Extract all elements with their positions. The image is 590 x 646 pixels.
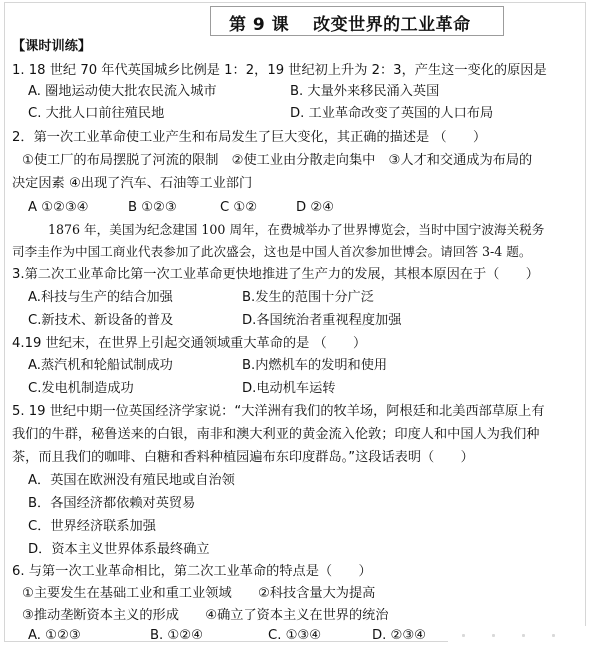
watermark-strip (448, 626, 586, 644)
q6-statements-line-2: ③推动垄断资本主义的形成 ④确立了资本主义在世界的统治 (22, 608, 389, 623)
q5-option-c: C．世界经济联系加强 (28, 519, 156, 534)
q1-option-a: A. 圈地运动使大批农民流入城市 (28, 84, 217, 99)
q4-option-a: A.蒸汽机和轮船试制成功 (28, 358, 173, 373)
passage-line-1: 1876 年，美国为纪念建国 100 周年，在费城举办了世界博览会，当时中国宁波海关税务 (48, 222, 545, 237)
section-heading: 【课时训练】 (12, 39, 92, 54)
title-box (210, 6, 504, 36)
question-2: 2．第一次工业革命使工业产生和布局发生了巨大变化，其正确的描述是 （ ） (12, 130, 487, 145)
question-1: 1. 18 世纪 70 年代英国城乡比例是 1：2，19 世纪初上升为 2：3，产生这一变化的原因是 (12, 63, 547, 78)
q3-option-a: A.科技与生产的结合加强 (28, 290, 173, 305)
passage-line-2: 司李圭作为中国工商业代表参加了此次盛会，这也是中国人首次参加世博会。请回答 3-4 题。 (12, 244, 532, 259)
q4-option-c: C.发电机制造成功 (28, 381, 134, 396)
question-4: 4.19 世纪末，在世界上引起交通领域重大革命的是 （ ） (12, 336, 367, 351)
q4-option-b: B.内燃机车的发明和使用 (242, 358, 388, 373)
q2-statements-line-1: ①使工厂的布局摆脱了河流的限制 ②使工业由分散走向集中 ③人才和交通成为布局的 (22, 153, 533, 168)
q1-option-c: C. 大批人口前往殖民地 (28, 106, 165, 121)
q6-option-a: A. ①②③ (28, 628, 81, 643)
q5-option-b: B．各国经济都依赖对英贸易 (28, 496, 196, 511)
question-5-line-2: 我们的牛群，秘鲁送来的白银，南非和澳大利亚的黄金流入伦敦；印度人和中国人为我们种 (12, 427, 540, 442)
q3-option-c: C.新技术、新设备的普及 (28, 313, 174, 328)
q6-option-b: B. ①②④ (150, 628, 203, 643)
q5-option-d: D．资本主义世界体系最终确立 (28, 542, 210, 557)
lesson-title: 第 9 课 改变世界的工业革命 (229, 15, 471, 35)
q2-option-a: A ①②③④ (28, 200, 89, 215)
question-5-line-3: 茶，而且我们的咖啡、白糖和香料种植园遍布东印度群岛。”这段话表明（ ） (12, 450, 474, 465)
q1-option-d: D. 工业革命改变了英国的人口布局 (290, 106, 494, 121)
q6-statements-line-1: ①主要发生在基础工业和重工业领域 ②科技含量大为提高 (22, 586, 376, 601)
q3-option-b: B.发生的范围十分广泛 (242, 290, 374, 305)
q2-option-c: C ①② (220, 200, 258, 215)
q4-option-d: D.电动机车运转 (242, 381, 336, 396)
q6-option-c: C. ①③④ (268, 628, 322, 643)
q5-option-a: A．英国在欧洲没有殖民地或自治领 (28, 473, 235, 488)
q1-option-b: B. 大量外来移民涌入英国 (290, 84, 440, 99)
q6-option-d: D. ②③④ (372, 628, 427, 643)
q2-option-b: B ①②③ (128, 200, 177, 215)
q3-option-d: D.各国统治者重视程度加强 (242, 313, 402, 328)
q2-option-d: D ②④ (296, 200, 334, 215)
q2-statements-line-2: 决定因素 ④出现了汽车、石油等工业部门 (12, 176, 253, 191)
question-3: 3.第二次工业革命比第一次工业革命更快地推进了生产力的发展，其根本原因在于（ ） (12, 267, 539, 282)
question-5-line-1: 5. 19 世纪中期一位英国经济学家说：“大洋洲有我们的牧羊场，阿根廷和北美西部草原上有 (12, 404, 545, 419)
question-6: 6. 与第一次工业革命相比，第二次工业革命的特点是（ ） (12, 564, 372, 579)
